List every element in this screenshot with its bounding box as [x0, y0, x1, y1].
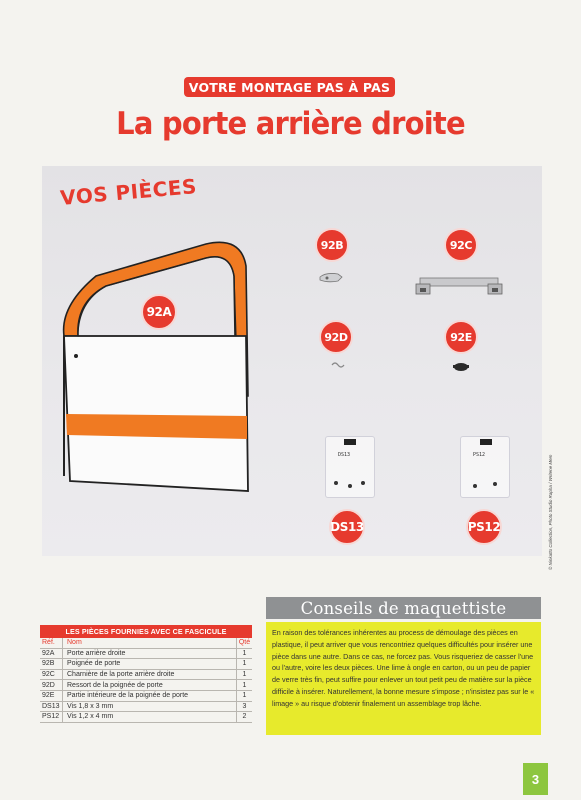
table-row — [40, 680, 252, 691]
col-ref: Réf. — [42, 639, 55, 647]
row-nom: Vis 1,2 x 4 mm — [62, 712, 236, 722]
row-qte: 3 — [236, 702, 252, 712]
row-nom: Vis 1,8 x 3 mm — [62, 702, 236, 712]
label-92a: 92A — [141, 294, 177, 330]
label-ps12: PS12 — [466, 509, 502, 545]
hinge-92c-image — [414, 274, 504, 300]
page-number: 3 — [523, 763, 548, 795]
row-ref: 92A — [42, 649, 55, 657]
row-qte: 1 — [236, 691, 252, 701]
spring-92d-image — [330, 360, 346, 370]
col-nom: Nom — [62, 638, 236, 648]
bag-tag-ds13: DS13 — [338, 452, 351, 458]
row-qte: 1 — [236, 649, 252, 659]
table-row — [40, 712, 252, 723]
table-row — [40, 670, 252, 681]
row-ref: 92B — [42, 660, 55, 668]
photo-credit: © Ninkatto Collection, Photo Studio Rapha / Writene Mem — [548, 454, 553, 570]
col-qte: Qté — [236, 638, 252, 648]
row-ref: 92E — [42, 692, 55, 700]
table-row — [40, 659, 252, 670]
handle-inner-92e-image — [450, 360, 472, 374]
row-nom: Partie intérieure de la poignée de porte — [62, 691, 236, 701]
label-92c: 92C — [444, 228, 478, 262]
label-92e: 92E — [444, 320, 478, 354]
parts-photo — [42, 166, 542, 556]
advice-text: En raison des tolérances inhérentes au process de démoulage des pièces en plastique, il peut arriver que vous rencontriez quelques difficultés pour insérer une pièce dans une autre. Dans ce cas, ne forcez pas. Vous risqueriez de casser l'une ou l'autre, voire les deux pièces. Une lime à ongle en carton, ou un peu de papier de verre très fin, peut suffire pour enlever un tout petit peu de matière sur la pièce difficile à insérer. Naturellement, la bonne mesure s'impose ; n'insistez pas sur le « limage » au risque d'obtenir finalement un assemblage trop lâche. — [266, 622, 541, 735]
row-ref: 92D — [42, 681, 55, 689]
row-nom: Charnière de la porte arrière droite — [62, 670, 236, 680]
label-92d: 92D — [319, 320, 353, 354]
label-ds13: DS13 — [329, 509, 365, 545]
bag-tag-ps12: PS12 — [473, 452, 486, 458]
row-qte: 1 — [236, 670, 252, 680]
row-ref: PS12 — [42, 713, 60, 721]
door-92a-image — [56, 236, 266, 498]
label-92b: 92B — [315, 228, 349, 262]
table-row — [40, 702, 252, 713]
row-ref: DS13 — [42, 702, 60, 710]
parts-table-heading: LES PIÈCES FOURNIES AVEC CE FASCICULE — [40, 625, 252, 638]
table-row — [40, 649, 252, 660]
parts-table — [40, 625, 252, 723]
row-qte: 1 — [236, 680, 252, 690]
section-banner: VOTRE MONTAGE PAS À PAS — [184, 77, 395, 97]
row-nom: Ressort de la poignée de porte — [62, 680, 236, 690]
page-title: La porte arrière droite — [116, 104, 465, 142]
row-nom: Poignée de porte — [62, 659, 236, 669]
advice-heading: Conseils de maquettiste — [266, 597, 541, 619]
screw-bag-ds13 — [325, 436, 375, 498]
parts-table-columns — [40, 638, 252, 649]
parts-heading: VOS PIÈCES — [59, 174, 198, 210]
handle-92b-image — [318, 271, 344, 285]
row-qte: 2 — [236, 712, 252, 722]
row-nom: Porte arrière droite — [62, 649, 236, 659]
table-row — [40, 691, 252, 702]
screw-bag-ps12 — [460, 436, 510, 498]
row-ref: 92C — [42, 671, 55, 679]
row-qte: 1 — [236, 659, 252, 669]
